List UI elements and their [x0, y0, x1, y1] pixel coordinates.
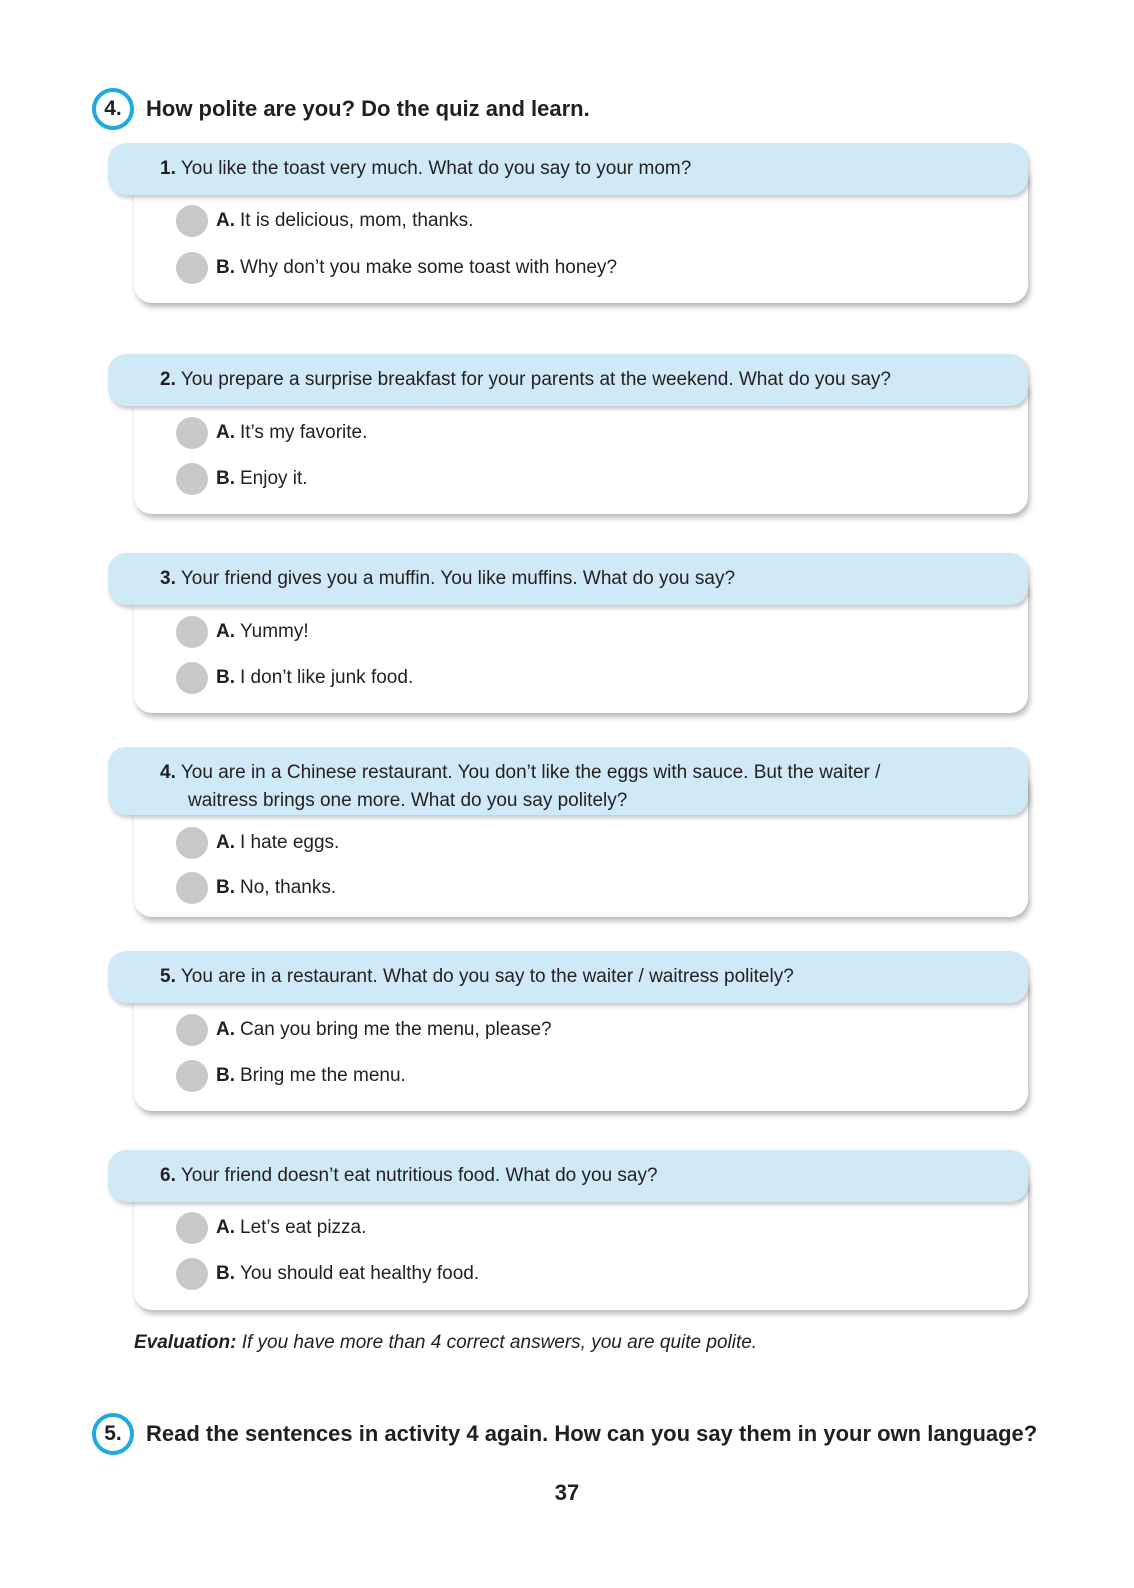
activity-title: How polite are you? Do the quiz and learn. — [146, 96, 590, 121]
question-number: 2. — [160, 369, 176, 390]
option-b[interactable] — [176, 252, 617, 284]
question-1 — [108, 143, 1028, 195]
question-3 — [108, 553, 1028, 605]
option-letter: A. — [216, 1217, 235, 1238]
option-b[interactable] — [176, 463, 308, 495]
option-text: It’s my favorite. — [240, 422, 368, 443]
question-2 — [108, 354, 1028, 406]
question-text: You prepare a surprise breakfast for your parents at the weekend. What do you say? — [180, 369, 891, 390]
activity-number-badge: 5. — [92, 1413, 134, 1455]
evaluation-note — [134, 1332, 757, 1354]
answer-radio[interactable] — [176, 252, 208, 284]
option-letter: A. — [216, 210, 235, 231]
question-5 — [108, 951, 1028, 1003]
question-text-line-2: waitress brings one more. What do you say politely? — [188, 790, 628, 811]
option-a[interactable] — [176, 205, 473, 237]
option-b[interactable] — [176, 662, 413, 694]
question-number: 6. — [160, 1165, 176, 1186]
question-text: Your friend doesn’t eat nutritious food. What do you say? — [180, 1165, 658, 1186]
answer-radio[interactable] — [176, 662, 208, 694]
option-text: Enjoy it. — [240, 468, 308, 489]
option-b[interactable] — [176, 1060, 406, 1092]
activity-5-heading — [92, 1413, 1037, 1455]
question-4 — [108, 747, 1028, 815]
answer-radio[interactable] — [176, 205, 208, 237]
option-b[interactable] — [176, 1258, 479, 1290]
page-number: 37 — [554, 1480, 580, 1505]
activity-title: Read the sentences in activity 4 again. How can you say them in your own language? — [146, 1421, 1038, 1446]
quiz-card-1 — [108, 143, 1028, 303]
question-text: You are in a Chinese restaurant. You don’t like the eggs with sauce. But the waiter / — [180, 762, 881, 783]
question-number: 4. — [160, 762, 176, 783]
quiz-card-5 — [108, 951, 1028, 1111]
option-letter: A. — [216, 832, 235, 853]
answer-radio[interactable] — [176, 1258, 208, 1290]
option-b[interactable] — [176, 872, 336, 904]
answer-radio[interactable] — [176, 463, 208, 495]
option-letter: B. — [216, 468, 235, 489]
option-letter: A. — [216, 621, 235, 642]
answer-radio[interactable] — [176, 872, 208, 904]
option-text: I don’t like junk food. — [240, 667, 414, 688]
option-text: It is delicious, mom, thanks. — [240, 210, 474, 231]
option-letter: A. — [216, 422, 235, 443]
answer-radio[interactable] — [176, 1014, 208, 1046]
activity-4-heading — [92, 88, 590, 130]
option-a[interactable] — [176, 1212, 366, 1244]
evaluation-label: Evaluation: — [134, 1332, 237, 1353]
answer-radio[interactable] — [176, 1212, 208, 1244]
option-letter: B. — [216, 257, 235, 278]
question-text: You are in a restaurant. What do you say to the waiter / waitress politely? — [180, 966, 794, 987]
answer-radio[interactable] — [176, 827, 208, 859]
option-text: I hate eggs. — [240, 832, 340, 853]
evaluation-text: If you have more than 4 correct answers, you are quite polite. — [241, 1332, 758, 1353]
answer-radio[interactable] — [176, 1060, 208, 1092]
question-number: 3. — [160, 568, 176, 589]
option-text: Let’s eat pizza. — [240, 1217, 367, 1238]
option-text: No, thanks. — [240, 877, 337, 898]
option-text: Can you bring me the menu, please? — [240, 1019, 552, 1040]
option-letter: B. — [216, 1263, 235, 1284]
option-a[interactable] — [176, 616, 309, 648]
option-letter: B. — [216, 667, 235, 688]
question-text: Your friend gives you a muffin. You like muffins. What do you say? — [180, 568, 736, 589]
activity-number-badge: 4. — [92, 88, 134, 130]
option-a[interactable] — [176, 827, 339, 859]
quiz-card-3 — [108, 553, 1028, 713]
option-text: Bring me the menu. — [240, 1065, 406, 1086]
option-a[interactable] — [176, 1014, 552, 1046]
quiz-card-6 — [108, 1150, 1028, 1310]
quiz-card-2 — [108, 354, 1028, 514]
answer-radio[interactable] — [176, 417, 208, 449]
option-text: Yummy! — [240, 621, 309, 642]
option-text: You should eat healthy food. — [240, 1263, 480, 1284]
quiz-card-4 — [108, 747, 1028, 917]
question-number: 1. — [160, 158, 176, 179]
question-6 — [108, 1150, 1028, 1202]
option-text: Why don’t you make some toast with honey? — [240, 257, 618, 278]
answer-radio[interactable] — [176, 616, 208, 648]
option-letter: A. — [216, 1019, 235, 1040]
question-text: You like the toast very much. What do you say to your mom? — [180, 158, 692, 179]
option-letter: B. — [216, 1065, 235, 1086]
question-number: 5. — [160, 966, 176, 987]
option-letter: B. — [216, 877, 235, 898]
option-a[interactable] — [176, 417, 367, 449]
